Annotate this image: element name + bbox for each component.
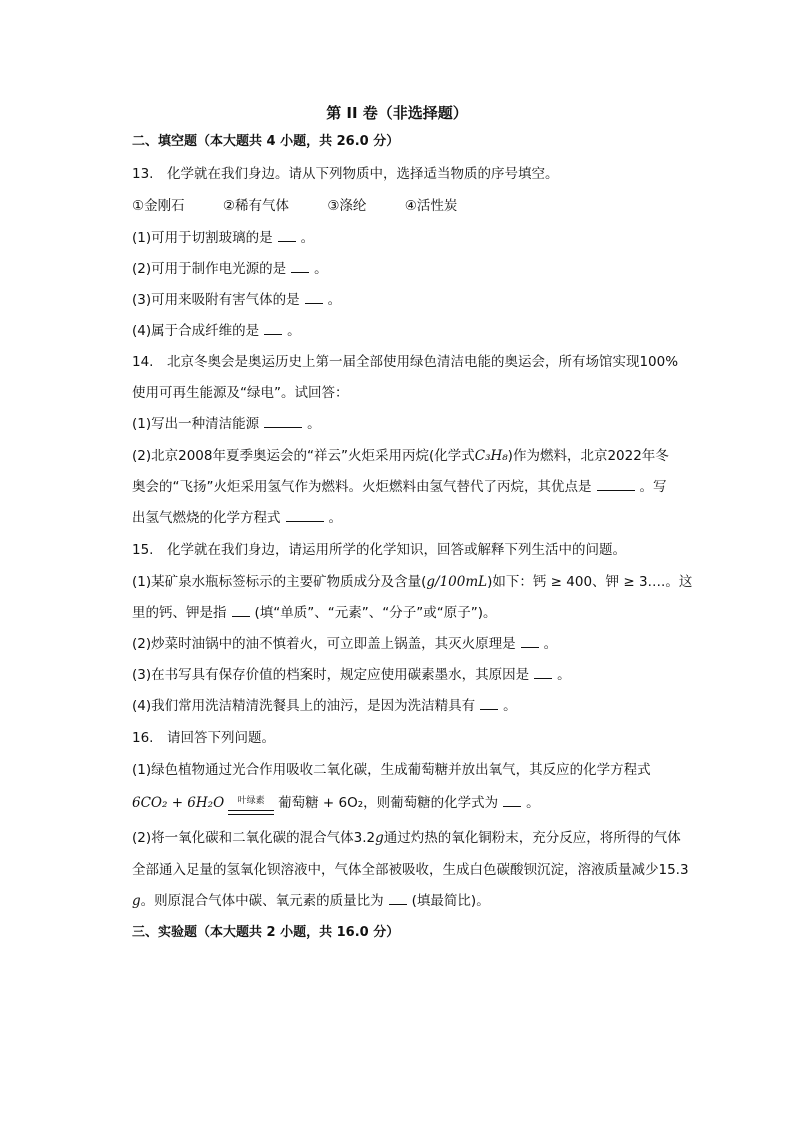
question-15-sub-2: (2)炒菜时油锅中的油不慎着火，可立即盖上锅盖，其灭火原理是 。 [132,636,558,652]
question-15-sub-3: (3)在书写具有保存价值的档案时，规定应使用碳素墨水，其原因是 。 [132,667,571,683]
question-14-sub-2-line2: 奥会的“飞扬”火炬采用氢气作为燃料。火炬燃料由氢气替代了丙烷，其优点是 。写 [132,479,667,495]
page-title: 第 II 卷（非选择题） [326,104,468,122]
option-3: ③涤纶 [327,198,367,214]
question-16-sub-1-line1: (1)绿色植物通过光合作用吸收二氧化碳，生成葡萄糖并放出氧气，其反应的化学方程式 [132,762,651,778]
question-13-stem: 13. 化学就在我们身边。请从下列物质中，选择适当物质的序号填空。 [132,166,559,182]
question-15-sub-1-line2: 里的钙、钾是指 (填“单质”、“元素”、“分子”或“原子”)。 [132,605,497,621]
answer-blank[interactable] [291,260,309,273]
question-13-sub-2: (2)可用于制作电光源的是 。 [132,261,328,277]
question-16-sub-2-line2: 全部通入足量的氢氧化钡溶液中，气体全部被吸收，生成白色碳酸钡沉淀，溶液质量减少15.3 [132,862,689,878]
equals-sign-icon [228,810,274,815]
answer-blank[interactable] [264,415,302,428]
option-4: ④活性炭 [404,198,458,214]
answer-blank[interactable] [597,478,635,491]
option-2: ②稀有气体 [222,198,290,214]
answer-blank[interactable] [389,892,407,905]
unit-label: g/100mL [426,574,488,590]
question-16-equation-line: 6CO₂ + 6H₂O 叶绿素 葡萄糖 + 6O₂，则葡萄糖的化学式为 。 [132,793,540,813]
question-15-sub-4: (4)我们常用洗洁精清洗餐具上的油污，是因为洗洁精具有 。 [132,698,517,714]
propane-formula: C₃H₈ [474,448,508,464]
answer-blank[interactable] [305,291,323,304]
question-13-options [132,196,491,216]
question-15-stem: 15. 化学就在我们身边，请运用所学的化学知识，回答或解释下列生活中的问题。 [132,542,626,558]
answer-blank[interactable] [286,509,324,522]
equation-condition: 叶绿素 [228,800,274,810]
answer-blank[interactable] [232,604,250,617]
question-16-sub-2-line3: g。则原混合气体中碳、氧元素的质量比为 (填最简比)。 [132,893,490,909]
question-14-stem-line2: 使用可再生能源及“绿电”。试回答： [132,385,349,401]
answer-blank[interactable] [480,697,498,710]
question-16-sub-2-line1: (2)将一氧化碳和二氧化碳的混合气体3.2g通过灼热的氧化铜粉末，充分反应，将所得的气体 [132,830,681,846]
answer-blank[interactable] [534,666,552,679]
question-13-sub-1: (1)可用于切割玻璃的是 。 [132,230,315,246]
equation-reactants: 6CO₂ + 6H₂O [132,795,225,811]
question-13-sub-4: (4)属于合成纤维的是 。 [132,323,301,339]
question-15-sub-1-line1: (1)某矿泉水瓶标签标示的主要矿物质成分及含量(g/100mL)如下：钙 ≥ 400、钾 ≥ 3….。这 [132,574,693,590]
answer-blank[interactable] [278,229,296,242]
question-14-stem-line1: 14. 北京冬奥会是奥运历史上第一届全部使用绿色清洁电能的奥运会，所有场馆实现100% [132,354,679,370]
answer-blank[interactable] [521,635,539,648]
question-13-sub-3: (3)可用来吸附有害气体的是 。 [132,292,342,308]
answer-blank[interactable] [503,794,521,807]
question-14-sub-2-line3: 出氢气燃烧的化学方程式 。 [132,510,342,526]
question-16-stem: 16. 请回答下列问题。 [132,730,275,746]
question-14-sub-1: (1)写出一种清洁能源 。 [132,416,321,432]
section-heading-fill-in: 二、填空题（本大题共 4 小题，共 26.0 分） [132,134,400,149]
section-heading-experiment: 三、实验题（本大题共 2 小题，共 16.0 分） [132,925,400,940]
answer-blank[interactable] [264,322,282,335]
option-1: ①金刚石 [132,198,185,214]
question-14-sub-2-line1: (2)北京2008年夏季奥运会的“祥云”火炬采用丙烷(化学式C₃H₈)作为燃料，北京2022年冬 [132,448,669,464]
